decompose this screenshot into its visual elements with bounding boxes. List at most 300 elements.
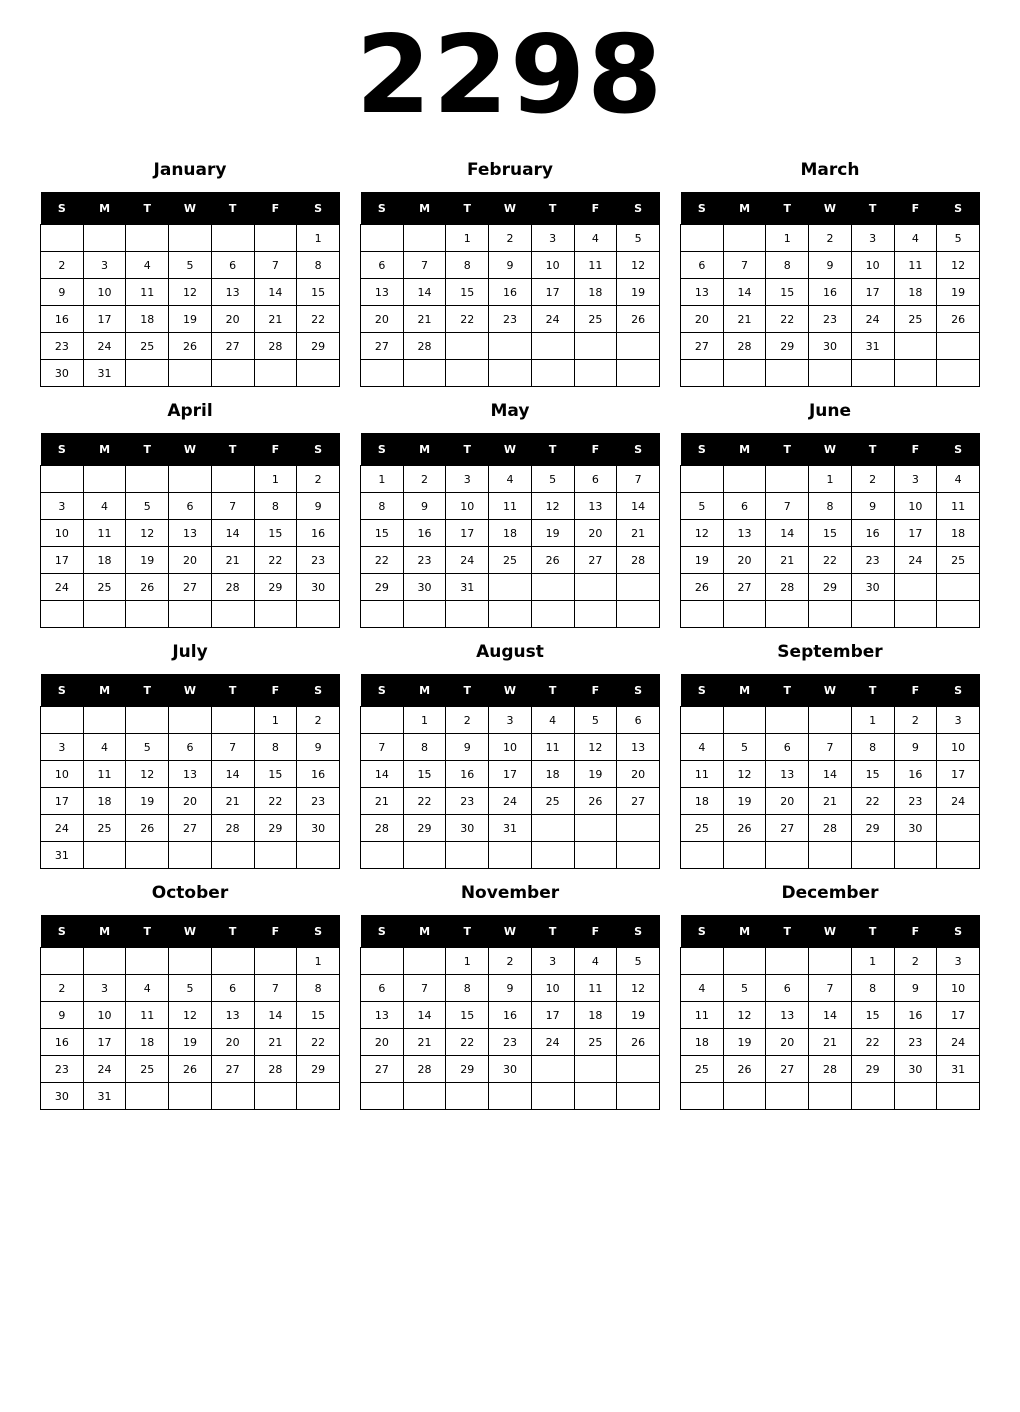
day-cell[interactable]: 25	[83, 815, 126, 842]
day-cell[interactable]: 18	[937, 520, 980, 547]
day-cell[interactable]: 17	[937, 1002, 980, 1029]
day-cell[interactable]: 20	[211, 306, 254, 333]
day-cell[interactable]: 15	[851, 1002, 894, 1029]
day-cell[interactable]: 18	[83, 788, 126, 815]
day-cell[interactable]: 21	[403, 1029, 446, 1056]
day-cell[interactable]: 23	[809, 306, 852, 333]
day-cell[interactable]: 31	[489, 815, 532, 842]
day-cell[interactable]: 3	[894, 466, 937, 493]
day-cell[interactable]: 21	[766, 547, 809, 574]
day-cell[interactable]: 25	[574, 1029, 617, 1056]
day-cell[interactable]: 17	[41, 788, 84, 815]
day-cell[interactable]: 22	[297, 1029, 340, 1056]
day-cell[interactable]: 16	[41, 1029, 84, 1056]
day-cell[interactable]: 18	[574, 1002, 617, 1029]
day-cell[interactable]: 4	[126, 252, 169, 279]
day-cell[interactable]: 8	[254, 493, 297, 520]
day-cell[interactable]: 7	[403, 975, 446, 1002]
day-cell[interactable]: 9	[403, 493, 446, 520]
day-cell[interactable]: 22	[403, 788, 446, 815]
day-cell[interactable]: 5	[723, 734, 766, 761]
day-cell[interactable]: 23	[851, 547, 894, 574]
day-cell[interactable]: 25	[83, 574, 126, 601]
day-cell[interactable]: 15	[254, 761, 297, 788]
day-cell[interactable]: 7	[254, 975, 297, 1002]
day-cell[interactable]: 30	[403, 574, 446, 601]
day-cell[interactable]: 27	[361, 1056, 404, 1083]
day-cell[interactable]: 4	[83, 493, 126, 520]
day-cell[interactable]: 9	[489, 975, 532, 1002]
day-cell[interactable]: 12	[617, 252, 660, 279]
day-cell[interactable]: 13	[361, 279, 404, 306]
day-cell[interactable]: 23	[403, 547, 446, 574]
day-cell[interactable]: 15	[297, 1002, 340, 1029]
day-cell[interactable]: 10	[937, 975, 980, 1002]
day-cell[interactable]: 3	[446, 466, 489, 493]
day-cell[interactable]: 5	[681, 493, 724, 520]
day-cell[interactable]: 16	[446, 761, 489, 788]
day-cell[interactable]: 26	[126, 815, 169, 842]
day-cell[interactable]: 23	[894, 788, 937, 815]
day-cell[interactable]: 22	[361, 547, 404, 574]
day-cell[interactable]: 22	[297, 306, 340, 333]
day-cell[interactable]: 24	[937, 1029, 980, 1056]
day-cell[interactable]: 25	[937, 547, 980, 574]
day-cell[interactable]: 21	[211, 788, 254, 815]
day-cell[interactable]: 10	[851, 252, 894, 279]
day-cell[interactable]: 9	[41, 1002, 84, 1029]
day-cell[interactable]: 7	[211, 734, 254, 761]
day-cell[interactable]: 26	[617, 306, 660, 333]
day-cell[interactable]: 22	[851, 788, 894, 815]
day-cell[interactable]: 27	[766, 815, 809, 842]
day-cell[interactable]: 24	[41, 574, 84, 601]
day-cell[interactable]: 19	[126, 788, 169, 815]
day-cell[interactable]: 29	[851, 815, 894, 842]
day-cell[interactable]: 10	[531, 252, 574, 279]
day-cell[interactable]: 26	[617, 1029, 660, 1056]
day-cell[interactable]: 12	[617, 975, 660, 1002]
day-cell[interactable]: 9	[41, 279, 84, 306]
day-cell[interactable]: 13	[723, 520, 766, 547]
day-cell[interactable]: 6	[169, 493, 212, 520]
day-cell[interactable]: 13	[681, 279, 724, 306]
day-cell[interactable]: 24	[937, 788, 980, 815]
day-cell[interactable]: 12	[681, 520, 724, 547]
day-cell[interactable]: 6	[361, 252, 404, 279]
day-cell[interactable]: 12	[723, 761, 766, 788]
day-cell[interactable]: 13	[211, 1002, 254, 1029]
day-cell[interactable]: 6	[766, 975, 809, 1002]
day-cell[interactable]: 10	[41, 520, 84, 547]
day-cell[interactable]: 17	[851, 279, 894, 306]
day-cell[interactable]: 8	[446, 975, 489, 1002]
day-cell[interactable]: 3	[937, 948, 980, 975]
day-cell[interactable]: 5	[617, 948, 660, 975]
day-cell[interactable]: 14	[723, 279, 766, 306]
day-cell[interactable]: 17	[894, 520, 937, 547]
day-cell[interactable]: 26	[169, 1056, 212, 1083]
day-cell[interactable]: 10	[531, 975, 574, 1002]
day-cell[interactable]: 14	[403, 1002, 446, 1029]
day-cell[interactable]: 12	[169, 279, 212, 306]
day-cell[interactable]: 15	[361, 520, 404, 547]
day-cell[interactable]: 5	[169, 975, 212, 1002]
day-cell[interactable]: 13	[766, 1002, 809, 1029]
day-cell[interactable]: 8	[361, 493, 404, 520]
day-cell[interactable]: 1	[851, 948, 894, 975]
day-cell[interactable]: 23	[41, 333, 84, 360]
day-cell[interactable]: 5	[723, 975, 766, 1002]
day-cell[interactable]: 6	[211, 252, 254, 279]
day-cell[interactable]: 3	[937, 707, 980, 734]
day-cell[interactable]: 11	[574, 252, 617, 279]
day-cell[interactable]: 17	[937, 761, 980, 788]
day-cell[interactable]: 4	[83, 734, 126, 761]
day-cell[interactable]: 21	[617, 520, 660, 547]
day-cell[interactable]: 24	[489, 788, 532, 815]
day-cell[interactable]: 24	[446, 547, 489, 574]
day-cell[interactable]: 27	[617, 788, 660, 815]
day-cell[interactable]: 22	[254, 547, 297, 574]
day-cell[interactable]: 8	[766, 252, 809, 279]
day-cell[interactable]: 25	[681, 1056, 724, 1083]
day-cell[interactable]: 30	[851, 574, 894, 601]
day-cell[interactable]: 1	[446, 948, 489, 975]
day-cell[interactable]: 28	[403, 1056, 446, 1083]
day-cell[interactable]: 15	[851, 761, 894, 788]
day-cell[interactable]: 6	[766, 734, 809, 761]
day-cell[interactable]: 8	[254, 734, 297, 761]
day-cell[interactable]: 6	[211, 975, 254, 1002]
day-cell[interactable]: 19	[531, 520, 574, 547]
day-cell[interactable]: 9	[446, 734, 489, 761]
day-cell[interactable]: 25	[681, 815, 724, 842]
day-cell[interactable]: 23	[489, 306, 532, 333]
day-cell[interactable]: 21	[254, 1029, 297, 1056]
day-cell[interactable]: 8	[851, 734, 894, 761]
day-cell[interactable]: 25	[126, 1056, 169, 1083]
day-cell[interactable]: 26	[723, 1056, 766, 1083]
day-cell[interactable]: 13	[766, 761, 809, 788]
day-cell[interactable]: 24	[83, 1056, 126, 1083]
day-cell[interactable]: 3	[41, 493, 84, 520]
day-cell[interactable]: 19	[681, 547, 724, 574]
day-cell[interactable]: 29	[297, 333, 340, 360]
day-cell[interactable]: 30	[41, 360, 84, 387]
day-cell[interactable]: 8	[297, 975, 340, 1002]
day-cell[interactable]: 22	[446, 1029, 489, 1056]
day-cell[interactable]: 22	[254, 788, 297, 815]
day-cell[interactable]: 5	[169, 252, 212, 279]
day-cell[interactable]: 27	[766, 1056, 809, 1083]
day-cell[interactable]: 6	[681, 252, 724, 279]
day-cell[interactable]: 3	[531, 225, 574, 252]
day-cell[interactable]: 26	[681, 574, 724, 601]
day-cell[interactable]: 17	[531, 279, 574, 306]
day-cell[interactable]: 20	[169, 547, 212, 574]
day-cell[interactable]: 29	[254, 574, 297, 601]
day-cell[interactable]: 7	[254, 252, 297, 279]
day-cell[interactable]: 6	[723, 493, 766, 520]
day-cell[interactable]: 2	[809, 225, 852, 252]
day-cell[interactable]: 27	[169, 815, 212, 842]
day-cell[interactable]: 24	[83, 333, 126, 360]
day-cell[interactable]: 17	[41, 547, 84, 574]
day-cell[interactable]: 19	[126, 547, 169, 574]
day-cell[interactable]: 24	[41, 815, 84, 842]
day-cell[interactable]: 4	[126, 975, 169, 1002]
day-cell[interactable]: 20	[723, 547, 766, 574]
day-cell[interactable]: 1	[446, 225, 489, 252]
day-cell[interactable]: 14	[211, 761, 254, 788]
day-cell[interactable]: 10	[894, 493, 937, 520]
day-cell[interactable]: 8	[809, 493, 852, 520]
day-cell[interactable]: 10	[83, 279, 126, 306]
day-cell[interactable]: 4	[681, 734, 724, 761]
day-cell[interactable]: 27	[211, 333, 254, 360]
day-cell[interactable]: 2	[894, 707, 937, 734]
day-cell[interactable]: 13	[169, 761, 212, 788]
day-cell[interactable]: 21	[809, 788, 852, 815]
day-cell[interactable]: 20	[169, 788, 212, 815]
day-cell[interactable]: 5	[937, 225, 980, 252]
day-cell[interactable]: 27	[361, 333, 404, 360]
day-cell[interactable]: 9	[894, 734, 937, 761]
day-cell[interactable]: 21	[809, 1029, 852, 1056]
day-cell[interactable]: 15	[809, 520, 852, 547]
day-cell[interactable]: 15	[403, 761, 446, 788]
day-cell[interactable]: 14	[809, 761, 852, 788]
day-cell[interactable]: 1	[809, 466, 852, 493]
day-cell[interactable]: 29	[446, 1056, 489, 1083]
day-cell[interactable]: 14	[766, 520, 809, 547]
day-cell[interactable]: 19	[169, 1029, 212, 1056]
day-cell[interactable]: 26	[169, 333, 212, 360]
day-cell[interactable]: 15	[254, 520, 297, 547]
day-cell[interactable]: 16	[41, 306, 84, 333]
day-cell[interactable]: 17	[83, 1029, 126, 1056]
day-cell[interactable]: 29	[361, 574, 404, 601]
day-cell[interactable]: 16	[297, 520, 340, 547]
day-cell[interactable]: 5	[617, 225, 660, 252]
day-cell[interactable]: 15	[446, 1002, 489, 1029]
day-cell[interactable]: 11	[894, 252, 937, 279]
day-cell[interactable]: 30	[894, 815, 937, 842]
day-cell[interactable]: 16	[851, 520, 894, 547]
day-cell[interactable]: 26	[937, 306, 980, 333]
day-cell[interactable]: 31	[446, 574, 489, 601]
day-cell[interactable]: 26	[723, 815, 766, 842]
day-cell[interactable]: 4	[574, 948, 617, 975]
day-cell[interactable]: 1	[254, 466, 297, 493]
day-cell[interactable]: 9	[851, 493, 894, 520]
day-cell[interactable]: 16	[809, 279, 852, 306]
day-cell[interactable]: 7	[766, 493, 809, 520]
day-cell[interactable]: 24	[531, 1029, 574, 1056]
day-cell[interactable]: 12	[574, 734, 617, 761]
day-cell[interactable]: 31	[83, 1083, 126, 1110]
day-cell[interactable]: 13	[169, 520, 212, 547]
day-cell[interactable]: 7	[361, 734, 404, 761]
day-cell[interactable]: 28	[361, 815, 404, 842]
day-cell[interactable]: 23	[41, 1056, 84, 1083]
day-cell[interactable]: 1	[766, 225, 809, 252]
day-cell[interactable]: 9	[809, 252, 852, 279]
day-cell[interactable]: 2	[446, 707, 489, 734]
day-cell[interactable]: 19	[169, 306, 212, 333]
day-cell[interactable]: 28	[809, 815, 852, 842]
day-cell[interactable]: 4	[894, 225, 937, 252]
day-cell[interactable]: 14	[617, 493, 660, 520]
day-cell[interactable]: 24	[531, 306, 574, 333]
day-cell[interactable]: 28	[403, 333, 446, 360]
day-cell[interactable]: 10	[937, 734, 980, 761]
day-cell[interactable]: 6	[169, 734, 212, 761]
day-cell[interactable]: 24	[894, 547, 937, 574]
day-cell[interactable]: 14	[403, 279, 446, 306]
day-cell[interactable]: 25	[126, 333, 169, 360]
day-cell[interactable]: 11	[126, 1002, 169, 1029]
day-cell[interactable]: 2	[41, 252, 84, 279]
day-cell[interactable]: 6	[617, 707, 660, 734]
day-cell[interactable]: 14	[254, 1002, 297, 1029]
day-cell[interactable]: 17	[446, 520, 489, 547]
day-cell[interactable]: 20	[361, 1029, 404, 1056]
day-cell[interactable]: 8	[851, 975, 894, 1002]
day-cell[interactable]: 26	[126, 574, 169, 601]
day-cell[interactable]: 11	[574, 975, 617, 1002]
day-cell[interactable]: 30	[809, 333, 852, 360]
day-cell[interactable]: 26	[531, 547, 574, 574]
day-cell[interactable]: 4	[681, 975, 724, 1002]
day-cell[interactable]: 1	[851, 707, 894, 734]
day-cell[interactable]: 3	[83, 975, 126, 1002]
day-cell[interactable]: 27	[169, 574, 212, 601]
day-cell[interactable]: 8	[297, 252, 340, 279]
day-cell[interactable]: 19	[723, 788, 766, 815]
day-cell[interactable]: 14	[211, 520, 254, 547]
day-cell[interactable]: 7	[617, 466, 660, 493]
day-cell[interactable]: 5	[126, 734, 169, 761]
day-cell[interactable]: 20	[681, 306, 724, 333]
day-cell[interactable]: 20	[211, 1029, 254, 1056]
day-cell[interactable]: 25	[531, 788, 574, 815]
day-cell[interactable]: 21	[211, 547, 254, 574]
day-cell[interactable]: 19	[574, 761, 617, 788]
day-cell[interactable]: 18	[83, 547, 126, 574]
day-cell[interactable]: 29	[851, 1056, 894, 1083]
day-cell[interactable]: 12	[937, 252, 980, 279]
day-cell[interactable]: 27	[211, 1056, 254, 1083]
day-cell[interactable]: 20	[574, 520, 617, 547]
day-cell[interactable]: 11	[937, 493, 980, 520]
day-cell[interactable]: 23	[489, 1029, 532, 1056]
day-cell[interactable]: 28	[211, 574, 254, 601]
day-cell[interactable]: 14	[361, 761, 404, 788]
day-cell[interactable]: 30	[489, 1056, 532, 1083]
day-cell[interactable]: 22	[809, 547, 852, 574]
day-cell[interactable]: 11	[83, 520, 126, 547]
day-cell[interactable]: 2	[297, 707, 340, 734]
day-cell[interactable]: 3	[83, 252, 126, 279]
day-cell[interactable]: 29	[297, 1056, 340, 1083]
day-cell[interactable]: 1	[297, 225, 340, 252]
day-cell[interactable]: 16	[489, 1002, 532, 1029]
day-cell[interactable]: 27	[574, 547, 617, 574]
day-cell[interactable]: 27	[681, 333, 724, 360]
day-cell[interactable]: 6	[574, 466, 617, 493]
day-cell[interactable]: 4	[937, 466, 980, 493]
day-cell[interactable]: 12	[126, 520, 169, 547]
day-cell[interactable]: 1	[297, 948, 340, 975]
day-cell[interactable]: 15	[766, 279, 809, 306]
day-cell[interactable]: 31	[937, 1056, 980, 1083]
day-cell[interactable]: 19	[937, 279, 980, 306]
day-cell[interactable]: 19	[617, 279, 660, 306]
day-cell[interactable]: 29	[766, 333, 809, 360]
day-cell[interactable]: 7	[211, 493, 254, 520]
day-cell[interactable]: 18	[531, 761, 574, 788]
day-cell[interactable]: 9	[894, 975, 937, 1002]
day-cell[interactable]: 15	[446, 279, 489, 306]
day-cell[interactable]: 31	[83, 360, 126, 387]
day-cell[interactable]: 12	[126, 761, 169, 788]
day-cell[interactable]: 20	[766, 788, 809, 815]
day-cell[interactable]: 12	[169, 1002, 212, 1029]
day-cell[interactable]: 2	[894, 948, 937, 975]
day-cell[interactable]: 11	[489, 493, 532, 520]
day-cell[interactable]: 3	[489, 707, 532, 734]
day-cell[interactable]: 1	[361, 466, 404, 493]
day-cell[interactable]: 28	[254, 1056, 297, 1083]
day-cell[interactable]: 28	[211, 815, 254, 842]
day-cell[interactable]: 5	[531, 466, 574, 493]
day-cell[interactable]: 8	[446, 252, 489, 279]
day-cell[interactable]: 5	[126, 493, 169, 520]
day-cell[interactable]: 16	[489, 279, 532, 306]
day-cell[interactable]: 10	[489, 734, 532, 761]
day-cell[interactable]: 22	[766, 306, 809, 333]
day-cell[interactable]: 30	[297, 574, 340, 601]
day-cell[interactable]: 8	[403, 734, 446, 761]
day-cell[interactable]: 9	[489, 252, 532, 279]
day-cell[interactable]: 31	[41, 842, 84, 869]
day-cell[interactable]: 24	[851, 306, 894, 333]
day-cell[interactable]: 2	[41, 975, 84, 1002]
day-cell[interactable]: 18	[681, 788, 724, 815]
day-cell[interactable]: 21	[403, 306, 446, 333]
day-cell[interactable]: 19	[723, 1029, 766, 1056]
day-cell[interactable]: 16	[894, 761, 937, 788]
day-cell[interactable]: 13	[211, 279, 254, 306]
day-cell[interactable]: 14	[809, 1002, 852, 1029]
day-cell[interactable]: 28	[766, 574, 809, 601]
day-cell[interactable]: 18	[126, 1029, 169, 1056]
day-cell[interactable]: 27	[723, 574, 766, 601]
day-cell[interactable]: 25	[574, 306, 617, 333]
day-cell[interactable]: 26	[574, 788, 617, 815]
day-cell[interactable]: 13	[574, 493, 617, 520]
day-cell[interactable]: 16	[403, 520, 446, 547]
day-cell[interactable]: 2	[489, 948, 532, 975]
day-cell[interactable]: 28	[254, 333, 297, 360]
day-cell[interactable]: 2	[403, 466, 446, 493]
day-cell[interactable]: 4	[531, 707, 574, 734]
day-cell[interactable]: 7	[403, 252, 446, 279]
day-cell[interactable]: 18	[894, 279, 937, 306]
day-cell[interactable]: 17	[531, 1002, 574, 1029]
